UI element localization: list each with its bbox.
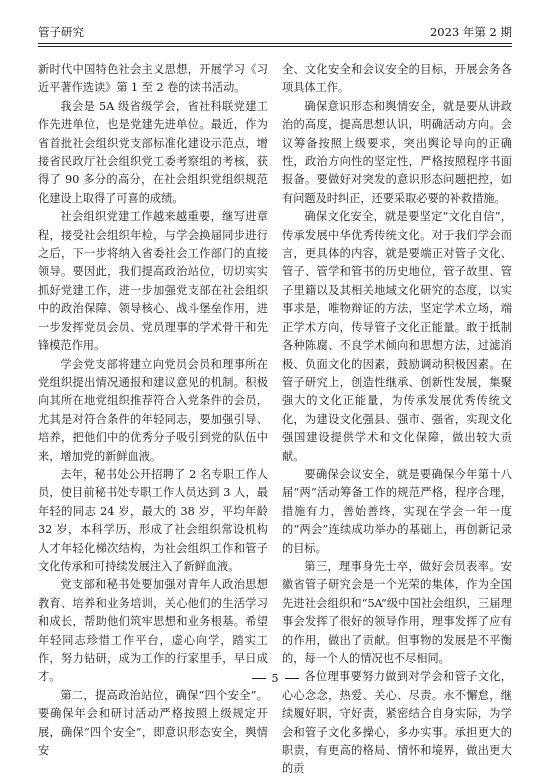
right-column — [282, 61, 512, 776]
paragraph: 社会组织党建工作越来越重要，继写进章程，接受社会组织年检，与学会换届同步进行之后，下一步将纳入省委社会工作部门的直接领导。要因此，我们提高政治站位，切切实实抓好党建工作，进一步加强党支部在社会组织中的政治保障、领导核心、战斗堡垒作用，进一步发挥党员会员、党员理事的学术骨干和先锋模范作用。 — [38, 210, 268, 353]
paragraph: 全、文化安全和会议安全的目标，开展会务各项具体工作。 — [282, 63, 512, 95]
journal-name: 管子研究 — [38, 25, 84, 39]
paragraph: 第三，理事身先士卒，做好会员表率。安徽省管子研究会是一个光荣的集体，作为全国先进社会组织和“5A”级中国社会组织，三届理事会发挥了很好的领导作用，理事发挥了应有的作用，做出了贡献。但事物的发展是不平衡的，每一个人的情况也不尽相同。 — [282, 559, 512, 665]
page-header — [38, 10, 512, 40]
paragraph: 我会是 5A 级省级学会，省社科联党建工作先进单位，也是党建先进单位。最近，作为省首批社会组织党支部标准化建设示范点，增接省民政厅社会组织党工委考察组的考核，获得了 90 多分的高分，在社会组织党组织规范化建设上取得了可喜的成绩。 — [38, 99, 268, 205]
issue-label: 2023 年第 2 期 — [429, 25, 512, 39]
footer-dash-right — [285, 678, 299, 679]
paragraph: 各位理事要努力做到对学会和管子文化，心心念念，热爱、关心、尽责。永不懈怠，继续履好职，守好责，紧密结合自身实际，为学会和管子文化多操心，多办实事。承担更大的职责，有更高的格局、情怀和境界，做出更大的贡 — [282, 670, 512, 776]
paragraph: 确保文化安全，就是要坚定“文化自信”，传承发展中华优秀传统文化。对于我们学会而言，更具体的内容，就是要端正对管子文化、管子、管学和管书的历史地位，管子故里、管子里籍以及其相关地域文化研究的态度，以实事求是，唯物辩证的方法，坚定学术立场，端正学术方向，传导管子文化正能量。敢于抵制各种陈腐、不良学术倾向和思想方法，过滤消极、负面文化的因素，鼓励调动积极因素。在管子研究上，创造性继承、创新性发展，集聚强大的文化正能量，为传承发展优秀传统文化，为建设文化强县、强市、强省，实现文化强国建设提供学术和文化保障，做出较大贡献。 — [282, 210, 512, 463]
header-rule — [38, 43, 512, 44]
header-rule-thin — [38, 46, 512, 47]
paragraph: 新时代中国特色社会主义思想，开展学习《习近平著作选读》第 1 至 2 卷的读书活动。 — [38, 63, 268, 95]
paragraph: 要确保会议安全，就是要确保今年第十八届“两”活动筹备工作的规范严格，程序合理，措施有力，善始善终，实现在学会一年一度的“两会”连续成功举办的基础上，再创新记录的目标。 — [282, 467, 512, 555]
left-column — [38, 61, 268, 758]
footer-dash-left — [252, 678, 266, 679]
paragraph: 确保意识形态和舆情安全，就是要从讲政治的高度，提高思想认识，明确活动方向。会议筹备按照上级要求，突出舆论导向的正确性，政治方向性的坚定性，严格按照程序书面报备。要做好对突发的意识形态问题把控，如有问题及时纠正，还要采取必要的补救措施。 — [282, 99, 512, 205]
paragraph: 党支部和秘书处要加强对青年人政治思想教育、培养和业务培训，关心他们的生活学习和成长，帮助他们筑牢思想和业务根基。希望年轻同志珍惜工作平台，虚心向学，踏实工作，努力钻研，成为工作的行家里手，早日成才。 — [38, 578, 268, 684]
paragraph: 去年，秘书处公开招聘了 2 名专职工作人员，使目前秘书处专职工作人员达到 3 人，最年轻的同志 24 岁，最大的 38 岁，平均年龄 32 岁，本科学历，形成了社会组织常设机构人才年轻化梯次结构，为社会组织工作和管子文化传承和可持续发展注入了新鲜血液。 — [38, 467, 268, 573]
article-body — [38, 61, 512, 776]
page-footer — [0, 672, 550, 685]
paragraph: 第二，提高政治站位，确保“四个安全”。要确保年会和研讨活动严格按照上级规定开展，确保“四个安全”，即意识形态安全，舆情安 — [38, 688, 268, 758]
paragraph: 学会党支部将建立向党员会员和理事所在党组织提出情况通报和建议意见的机制。积极向其所在地党组织推荐符合入党条件的会员，尤其是对符合条件的年轻同志，要加强引导、培养，把他们中的优秀分子吸引到党的队伍中来，增加党的新鲜血液。 — [38, 357, 268, 463]
page-number: 5 — [271, 672, 279, 685]
